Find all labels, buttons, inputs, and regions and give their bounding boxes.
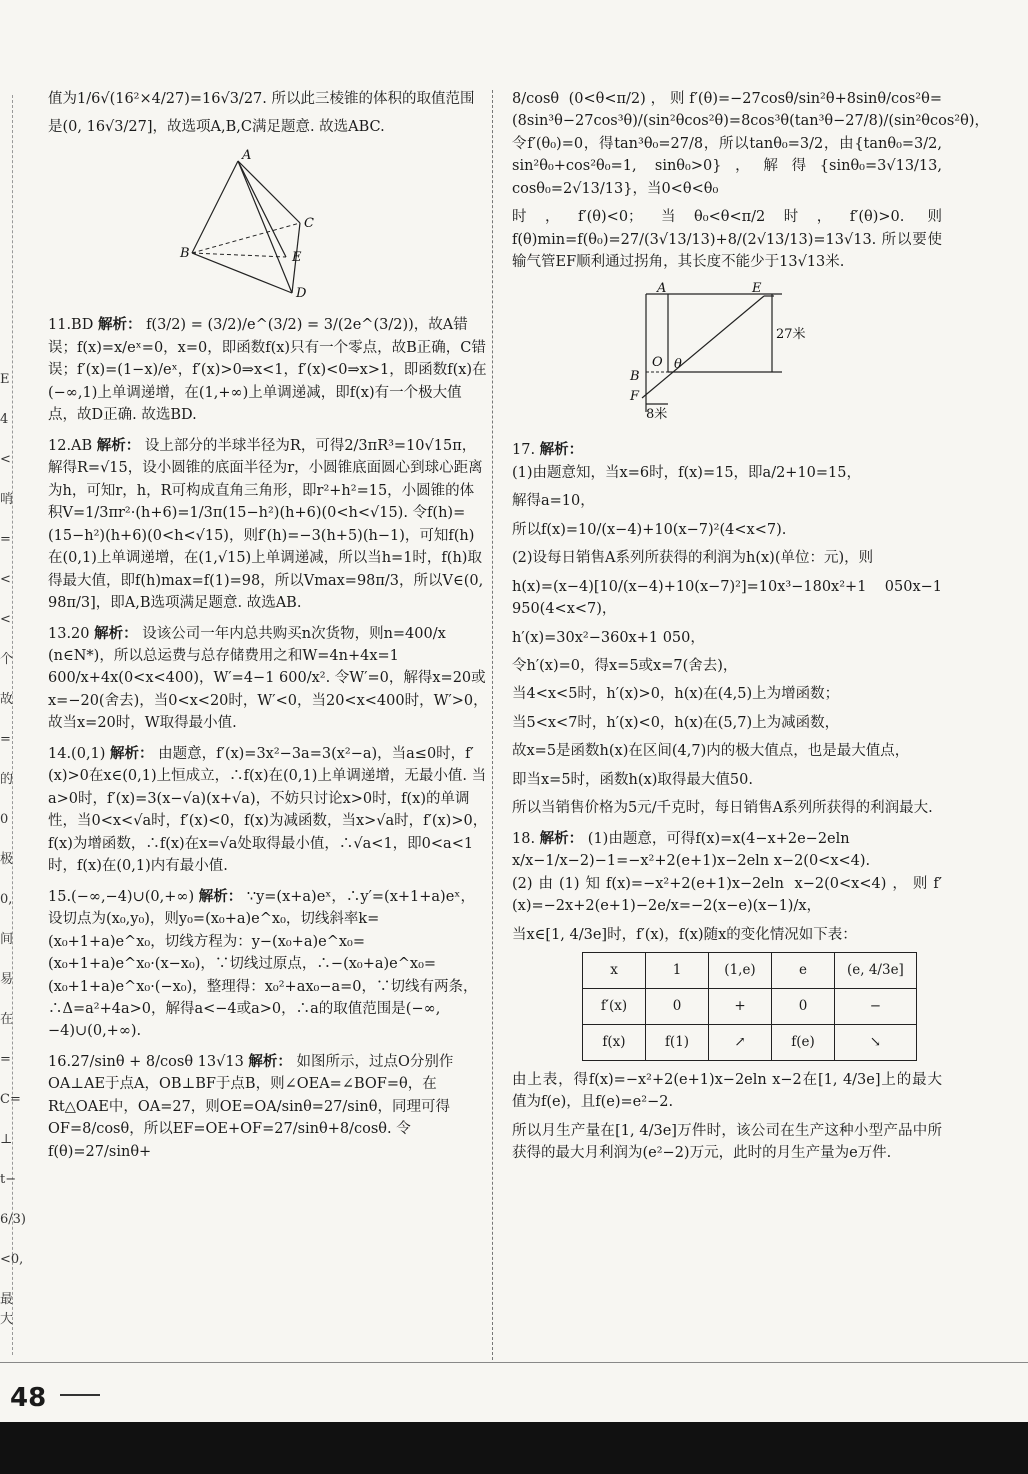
answer-15-text: ∵y=(x+a)eˣ，∴y′=(x+1+a)eˣ，设切点为(x₀,y₀)，则y₀=(x₀+a)e^x₀，切线斜率k=(x₀+1+a)e^x₀，切线方程为：y−(x₀+a)e^x₀=(x₀+1+a)e^x₀·(x−x₀)，∵切线过原点，∴−(x₀+a)e^x₀=(x₀+1+a)e^x₀·(−x₀)，整理得：x₀²+ax₀−a=0，∵切线有两条，∴Δ=a²+4a>0，解得a<−4或a>0，∴a的取值范围是(−∞,−4)∪(0,+∞).: [48, 888, 478, 1040]
answer-17-line: 令h′(x)=0，得x=5或x=7(舍去)，: [512, 657, 738, 674]
answer-17-line: h(x)=(x−4)[10/(x−4)+10(x−7)²]=10x³−180x²+1 050x−1 950(4<x<7)，: [512, 578, 942, 618]
bleed-fragment: =: [0, 532, 11, 547]
bleed-fragment: =: [0, 732, 11, 747]
bleed-fragment: 的: [0, 772, 14, 787]
page-number: 48: [10, 1383, 47, 1413]
bleed-fragment: <0,: [0, 1252, 24, 1267]
left-column: [48, 88, 488, 1171]
answer-18-line-4: 由上表，得f(x)=−x²+2(e+1)x−2eln x−2在[1, 4/3e]上的最大值为f(e)，且f(e)=e²−2.: [512, 1071, 942, 1111]
fig-label-width: 8米: [646, 406, 668, 422]
fig-label-a: A: [657, 281, 667, 296]
answer-18-line-1: (1)由题意，可得f(x)=x(4−x+2e−2eln x/x−1/x−2)−1=−x²+2(e+1)x−2eln x−2(0<x<4).: [512, 830, 871, 870]
tetra-label-a: A: [242, 147, 252, 163]
continuation-2: 时，f′(θ)<0；当θ₀<θ<π/2时，f′(θ)>0. 则f(θ)min=f(θ₀)=27/(3√13/13)+8/(2√13/13)=13√13. 所以要使输气管EF顺利通过拐角，其长度不能少于13√13米.: [512, 209, 942, 271]
fig-label-f: F: [630, 388, 640, 404]
table-cell: ↘: [835, 1024, 917, 1060]
table-cell: (1,e): [709, 953, 772, 989]
tetra-label-c: C: [304, 215, 314, 231]
bleed-fragment: 在: [0, 1012, 14, 1027]
column-divider: [492, 90, 493, 1360]
bleed-fragment: 0: [0, 812, 9, 827]
fig-label-theta: θ: [674, 356, 682, 372]
answer-15: [48, 886, 488, 1043]
intro-line-2: 是(0, 16√3/27]，故选项A,B,C满足题意. 故选ABC.: [48, 119, 385, 136]
answer-16: [48, 1051, 488, 1163]
table-cell: f(e): [772, 1024, 835, 1060]
fig-label-b: B: [630, 368, 640, 384]
bleed-fragment: 故: [0, 692, 14, 707]
answer-18-num: 18.: [512, 830, 536, 847]
intro-line-1: 值为1/6√(16²×4/27)=16√3/27. 所以此三棱锥的体积的取值范围: [48, 91, 475, 107]
answer-13: [48, 623, 488, 735]
table-row-derivative: [583, 989, 917, 1025]
answer-18: [512, 828, 942, 1165]
table-cell: −: [835, 989, 917, 1025]
answer-12: [48, 435, 488, 615]
pipe-corner-figure: [512, 282, 942, 429]
answer-11-label: 解析：: [97, 317, 142, 334]
answer-11-text: f(3/2) = (3/2)/e^(3/2) = 3/(2e^(3/2))，故A错误；f(x)=x/eˣ=0，x=0，即函数f(x)只有一个零点，故B正确，C错误；f′(x)=(1−x)/eˣ，f′(x)>0⇒x<1，f′(x)<0⇒x>1，即函数f(x)在(−∞,1)上单调递增，在(1,+∞)上单调递减，即f(x)有一个极大值点，故D正确. 故选BD.: [48, 317, 487, 424]
table-cell: f(1): [646, 1024, 709, 1060]
answer-17-line: 解得a=10，: [512, 493, 595, 510]
bleed-fragment: C=: [0, 1092, 21, 1107]
answer-18-line-2: (2)由(1)知f(x)=−x²+2(e+1)x−2eln x−2(0<x<4)，则f′(x)=−2x+2(e+1)−2e/x=−2(x−e)(x−1)/x，: [512, 875, 942, 915]
bleed-fragment: E: [0, 372, 10, 387]
answer-17-line: 所以f(x)=10/(x−4)+10(x−7)²(4<x<7).: [512, 521, 787, 538]
answer-15-label: 解析：: [198, 888, 243, 905]
bleed-fragment: 6/3): [0, 1212, 26, 1227]
table-cell: 1: [646, 953, 709, 989]
answer-14-text: 由题意，f′(x)=3x²−3a=3(x²−a)，当a≤0时，f′(x)>0在x∈(0,1)上恒成立，∴f(x)在(0,1)上单调递增，无最小值. 当a>0时，f′(x)=3(x−√a)(x+√a)，不妨只讨论x>0时，f(x)的单调性，当0<x<√a时，f′(x)<0，f(x)为减函数，当x>√a时，f′(x)>0，f(x)为增函数，∴f(x)在x=√a处取得最小值，∴√a<1，即0<a<1时，f(x)在(0,1)内有最小值.: [48, 745, 488, 875]
table-row-x: [583, 953, 917, 989]
answer-17-line: 所以当销售价格为5元/千克时，每日销售A系列所获得的利润最大.: [512, 800, 933, 817]
bleed-fragment: 哨: [0, 492, 14, 507]
answer-12-label: 解析：: [96, 437, 141, 454]
bleed-fragment: <: [0, 572, 11, 587]
answer-17-line: 故x=5是函数h(x)在区间(4,7)内的极大值点，也是最大值点，: [512, 743, 910, 760]
answer-18-label: 解析：: [539, 830, 584, 847]
table-cell: ↗: [709, 1024, 772, 1060]
page-number-dash: [60, 1394, 100, 1396]
bleed-fragment: 间: [0, 932, 14, 947]
answer-15-num: 15.(−∞,−4)∪(0,+∞): [48, 888, 195, 905]
bleed-fragment: <: [0, 612, 11, 627]
tetra-label-d: D: [296, 285, 307, 297]
scan-bottom-edge: [0, 1422, 1028, 1474]
tetrahedron-figure: [48, 147, 488, 304]
answer-18-line-3: 当x∈[1, 4/3e]时，f′(x)，f(x)随x的变化情况如下表：: [512, 926, 857, 943]
bleed-fragment: ⊥: [0, 1132, 13, 1147]
table-cell: (e, 4/3e]: [835, 953, 917, 989]
answer-17-line: 当4<x<5时，h′(x)>0，h(x)在(4,5)上为增函数；: [512, 686, 840, 703]
answer-14-label: 解析：: [110, 745, 154, 762]
answer-16-text: 如图所示，过点O分别作OA⊥AE于点A，OB⊥BF于点B，则∠OEA=∠BOF=θ，在Rt△OAE中，OA=27，则OE=OA/sinθ=27/sinθ，同理可得OF=8/cosθ，所以EF=OE+OF=27/sinθ+8/cosθ. 令f(θ)=27/sinθ+: [48, 1053, 454, 1160]
answer-17-label: 解析：: [539, 442, 584, 459]
bleed-fragment: 0,: [0, 892, 13, 907]
answer-17-line: (2)设每日销售A系列所获得的利润为h(x)(单位：元)，则: [512, 550, 874, 567]
variation-table: [582, 952, 917, 1061]
table-cell: x: [583, 953, 646, 989]
tetra-label-b: B: [180, 245, 190, 261]
table-cell: e: [772, 953, 835, 989]
answer-17-line: h′(x)=30x²−360x+1 050，: [512, 629, 705, 646]
bleed-fragment: 个: [0, 652, 14, 667]
table-row-function: [583, 1024, 917, 1060]
bleed-fragment: 极: [0, 852, 14, 867]
fig-label-o: O: [652, 354, 663, 370]
answer-17-line: 即当x=5时，函数h(x)取得最大值50.: [512, 771, 753, 788]
answer-17: [512, 439, 942, 820]
bleed-fragment: =: [0, 1052, 11, 1067]
table-cell: 0: [772, 989, 835, 1025]
answer-18-line-5: 所以月生产量在[1, 4/3e]万件时，该公司在生产这种小型产品中所获得的最大月利润为(e²−2)万元，此时的月生产量为e万件.: [512, 1122, 942, 1162]
answer-16-label: 解析：: [248, 1053, 292, 1070]
tetra-label-e: E: [292, 249, 302, 265]
answer-13-num: 13.20: [48, 625, 90, 642]
fig-label-height: 27米: [776, 326, 806, 342]
answer-17-lines: [512, 462, 942, 820]
answer-17-line: (1)由题意知，当x=6时，f(x)=15，即a/2+10=15，: [512, 464, 862, 481]
footer-rule: [0, 1362, 1028, 1363]
bleed-fragment: t−: [0, 1172, 17, 1187]
answer-17-num: 17.: [512, 442, 536, 459]
bleed-divider: [12, 95, 13, 1355]
answer-13-label: 解析：: [94, 625, 138, 642]
continuation-1: 8/cosθ (0<θ<π/2)，则f′(θ)=−27cosθ/sin²θ+8sinθ/cos²θ=(8sin³θ−27cos³θ)/(sin²θcos²θ)=8cos³θ(tan³θ−27/8)/(sin²θcos²θ)，令f′(θ₀)=0，得tan³θ₀=27/8，所以tanθ₀=3/2，由{tanθ₀=3/2, sin²θ₀+cos²θ₀=1, sinθ₀>0}，解得{sinθ₀=3√13/13, cosθ₀=2√13/13}，当0<θ<θ₀: [512, 91, 990, 197]
table-cell: f′(x): [583, 989, 646, 1025]
answer-14: [48, 743, 488, 878]
table-cell: 0: [646, 989, 709, 1025]
bleed-fragment: 易: [0, 972, 14, 987]
answer-13-text: 设该公司一年内总共购买n次货物，则n=400/x (n∈N*)，所以总运费与总存储费用之和W=4n+4x=1 600/x+4x(0<x<400)，W′=4−1 600/x². 令W′=0，解得x=20或x=−20(舍去)，当0<x<20时，W′<0，当20<x<400时，W′>0，故当x=20时，W取得最小值.: [48, 625, 488, 732]
answer-14-num: 14.(0,1): [48, 745, 106, 762]
right-column: [512, 88, 990, 1173]
answer-16-num: 16.27/sinθ + 8/cosθ 13√13: [48, 1053, 244, 1070]
table-cell: +: [709, 989, 772, 1025]
table-cell: f(x): [583, 1024, 646, 1060]
answer-11: [48, 314, 488, 426]
bleed-fragment: 4: [0, 412, 9, 427]
answer-11-num: 11.BD: [48, 317, 94, 334]
fig-label-e: E: [752, 281, 762, 296]
answer-12-text: 设上部分的半球半径为R，可得2/3πR³=10√15π，解得R=√15，设小圆锥的底面半径为r，小圆锥底面圆心到球心距离为h，可知r，h，R可构成直角三角形，即r²+h²=15，小圆锥的体积V=1/3πr²·(h+6)=1/3π(15−h²)(h+6)(0<h<√15). 令f(h)=(15−h²)(h+6)(0<h<√15)，则f′(h)=−3(h+5)(h−1)，可知f(h)在(0,1)上单调递增，在(1,√15)上单调递减，所以当h=1时，f(h)取得最大值，即f(h)max=f(1)=98，所以Vmax=98π/3，所以V∈(0, 98π/3]，即A,B选项满足题意. 故选AB.: [48, 437, 484, 612]
answer-12-num: 12.AB: [48, 437, 93, 454]
bleed-fragment: <: [0, 452, 11, 467]
bleed-fragment: 最大: [0, 1292, 14, 1328]
answer-17-line: 当5<x<7时，h′(x)<0，h(x)在(5,7)上为减函数，: [512, 714, 840, 731]
